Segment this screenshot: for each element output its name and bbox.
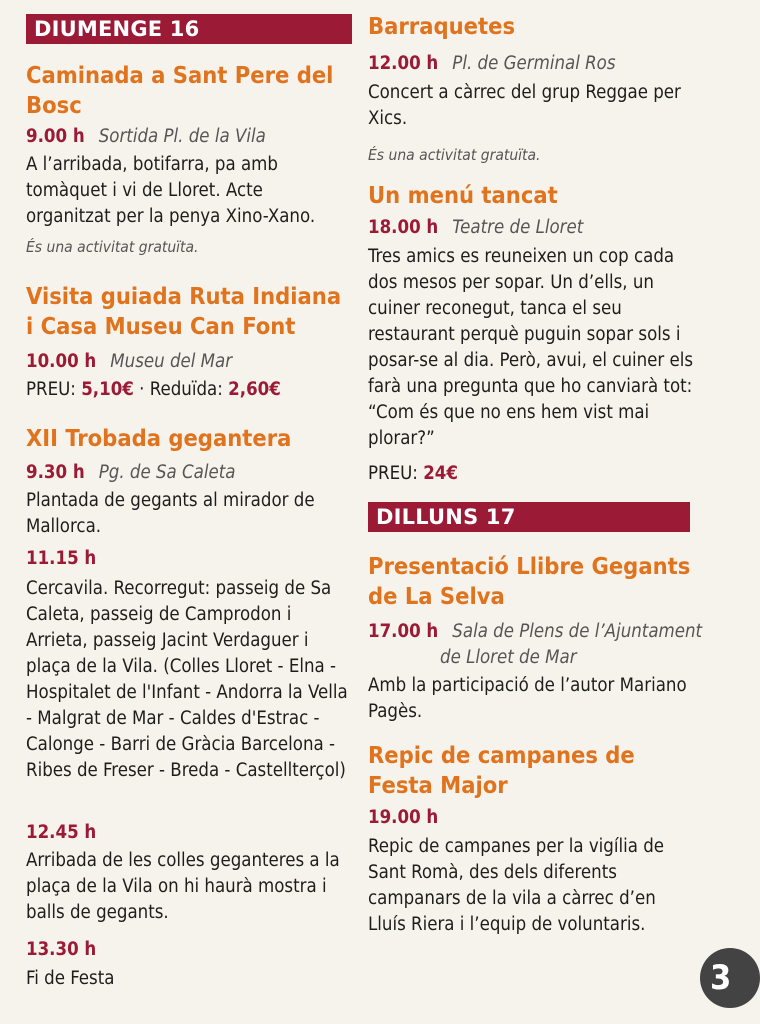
event-meta [368,216,583,240]
event-description: Concert a càrrec del grup Reggae per Xics. [368,82,681,129]
slot-description: Cercavila. Recorregut: passeig de Sa Caleta, passeig de Camprodon i Arrieta, passeig Jacint Verdaguer i plaça de la Vila. (Colles Lloret - Elna - Hospitalet de l'Infant - Andorra la Vella - Malgrat de Mar - Caldes d'Estrac - Calonge - Barri de Gràcia Barcelona - Ribes de Freser - Breda - Castellterçol) [26,578,348,781]
slot-description: Plantada de gegants al mirador de Mallorca. [26,490,315,537]
event-time: 12.00 h [368,53,439,74]
event-time: 9.00 h [26,126,85,147]
slot-description: Fi de Festa [26,968,115,989]
event-price [26,377,281,403]
event-meta [368,806,452,830]
event-title: Repic de campanes de Festa Major [368,741,635,799]
event-place: Sala de Plens de l’Ajuntament [452,621,703,642]
event-place: Teatre de Lloret [452,217,584,238]
event-place: Pl. de Germinal Ros [452,53,616,74]
event-meta [368,52,616,76]
event-time: 17.00 h [368,621,439,642]
event-note: És una activitat gratuïta. [26,238,199,256]
event-note: És una activitat gratuïta. [368,146,541,164]
event-meta [26,547,110,571]
event-title: Visita guiada Ruta Indiana i Casa Museu Can Font [26,282,342,340]
price-label: PREU: [26,379,76,400]
event-description: A l’arribada, botifarra, pa amb tomàquet i vi de Lloret. Acte organitzat per la penya Xino-Xano. [26,154,316,227]
reduced-label: Reduïda: [149,379,223,400]
price-separator: · [139,379,145,400]
event-time: 12.45 h [26,822,97,843]
event-time: 9.30 h [26,462,85,483]
event-price [368,461,458,487]
event-title: Barraquetes [368,12,516,40]
event-place: Sortida Pl. de la Vila [98,126,266,147]
event-description: Repic de campanes per la vigília de Sant Romà, des dels diferents campanars de la vila a càrrec d’en Lluís Riera i l’equip de voluntaris. [368,836,665,935]
event-time: 11.15 h [26,548,97,569]
event-title: Un menú tancat [368,181,558,209]
day-header-sunday: DIUMENGE 16 [26,14,352,44]
event-place-line2: de Lloret de Mar [440,647,577,668]
price-value: 5,10€ [81,379,134,400]
reduced-value: 2,60€ [228,379,281,400]
event-title: XII Trobada gegantera [26,424,292,452]
event-time: 19.00 h [368,807,439,828]
event-time: 13.30 h [26,939,97,960]
event-meta [26,938,110,962]
price-value: 24€ [423,463,458,484]
event-place: Museu del Mar [110,351,233,372]
price-label: PREU: [368,463,418,484]
event-title: Presentació Llibre Gegants de La Selva [368,552,691,610]
page-number-badge: 3 [700,948,760,1008]
slot-description: Arribada de les colles geganteres a la plaça de la Vila on hi haurà mostra i balls de gegants. [26,850,340,923]
event-meta [26,350,232,374]
event-time: 18.00 h [368,217,439,238]
event-meta [26,821,110,845]
event-time: 10.00 h [26,351,97,372]
event-meta [26,125,266,149]
event-description: Tres amics es reuneixen un cop cada dos mesos per sopar. Un d’ells, un cuiner reconegut, tanca el seu restaurant perquè puguin sopar sols i posar-se al dia. Però, avui, el cuiner els farà una pregunta que ho canviarà tot: “Com és que no ens hem vist mai plorar?” [368,246,694,449]
event-description: Amb la participació de l’autor Mariano Pagès. [368,675,687,722]
day-header-monday: DILLUNS 17 [368,502,690,532]
event-place: Pg. de Sa Caleta [98,462,236,483]
event-title: Caminada a Sant Pere del Bosc [26,61,334,119]
event-meta [26,461,235,485]
event-meta [368,620,702,644]
